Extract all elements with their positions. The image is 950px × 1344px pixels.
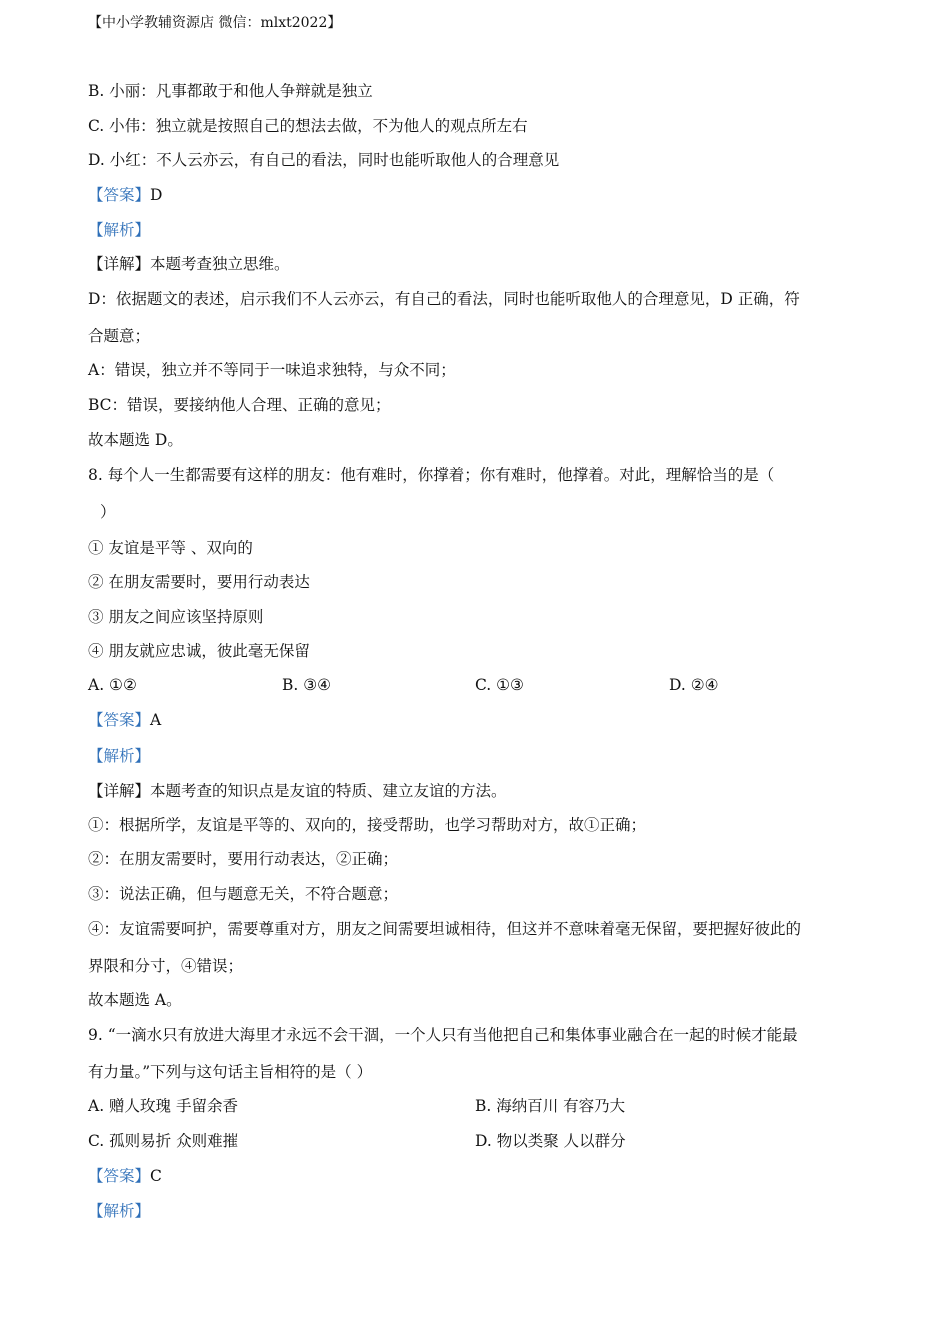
detail-tag: 【详解】 [88,782,151,800]
q8-item: ① 友谊是平等 、双向的 [88,539,253,557]
q7-explanation: BC：错误，要接纳他人合理、正确的意见； [88,396,391,414]
q9-choice-d: D. 物以类聚 人以群分 [475,1132,626,1150]
q7-analysis-tag: 【解析】 [88,221,151,239]
q7-explanation: D：依据题文的表述，启示我们不人云亦云，有自己的看法，同时也能听取他人的合理意见，D 正确，符 [88,290,800,308]
q8-choice-b: B. ③④ [282,676,332,694]
q8-detail: 本题考查的知识点是友谊的特质、建立友谊的方法。 [150,782,507,800]
q7-option-d: D. 小红：不人云亦云，有自己的看法，同时也能听取他人的合理意见 [88,151,560,169]
q7-detail-line [88,253,290,275]
q8-choice-c: C. ①③ [475,676,524,694]
q9-answer: C [150,1167,162,1185]
q8-explanation: ①：根据所学，友谊是平等的、双向的，接受帮助，也学习帮助对方，故①正确； [88,816,647,834]
q8-explanation: ②：在朋友需要时，要用行动表达，②正确； [88,850,399,868]
q7-explanation: A：错误，独立并不等同于一味追求独特，与众不同； [88,361,456,379]
q9-stem-cont: 有力量。”下列与这句话主旨相符的是（ ） [88,1063,373,1081]
detail-tag: 【详解】 [88,255,151,273]
q9-choice-a: A. 赠人玫瑰 手留余香 [88,1097,238,1115]
q8-detail-line [88,780,507,802]
q8-item: ③ 朋友之间应该坚持原则 [88,608,264,626]
q8-explanation: ④：友谊需要呵护，需要尊重对方，朋友之间需要坦诚相待，但这并不意味着毫无保留，要把握好彼此的 [88,920,802,938]
q8-explanation: 界限和分寸，④错误； [88,957,244,975]
q8-item: ② 在朋友需要时，要用行动表达 [88,573,310,591]
q8-answer-line [88,709,161,731]
q8-item: ④ 朋友就应忠诚，彼此毫无保留 [88,642,310,660]
q9-answer-line [88,1165,162,1187]
page-header: 【中小学教辅资源店 微信：mlxt2022】 [88,15,342,31]
q7-detail: 本题考查独立思维。 [150,255,290,273]
q8-choice-d: D. ②④ [669,676,719,694]
q7-explanation: 合题意； [88,327,151,345]
answer-tag: 【答案】 [88,1167,151,1185]
q7-option-c: C. 小伟：独立就是按照自己的想法去做，不为他人的观点所左右 [88,117,528,135]
q9-choice-b: B. 海纳百川 有容乃大 [475,1097,626,1115]
q8-answer: A [150,711,162,729]
q9-analysis-tag: 【解析】 [88,1202,151,1220]
q7-answer: D [150,186,163,204]
q8-stem-cont: ） [100,503,116,521]
q8-conclusion: 故本题选 A。 [88,991,182,1009]
q8-stem: 8. 每个人一生都需要有这样的朋友：他有难时，你撑着；你有难时，他撑着。对此，理解恰当的是（ [88,466,775,484]
q9-choice-c: C. 孤则易折 众则难摧 [88,1132,239,1150]
q8-choice-a: A. ①② [88,676,137,694]
q8-explanation: ③：说法正确，但与题意无关，不符合题意； [88,885,399,903]
q9-stem: 9. “一滴水只有放进大海里才永远不会干涸，一个人只有当他把自己和集体事业融合在一起的时候才能最 [88,1026,798,1044]
answer-tag: 【答案】 [88,186,151,204]
q7-answer-line [88,184,162,206]
q8-analysis-tag: 【解析】 [88,747,151,765]
q7-option-b: B. 小丽：凡事都敢于和他人争辩就是独立 [88,82,373,100]
answer-tag: 【答案】 [88,711,151,729]
q7-conclusion: 故本题选 D。 [88,431,183,449]
